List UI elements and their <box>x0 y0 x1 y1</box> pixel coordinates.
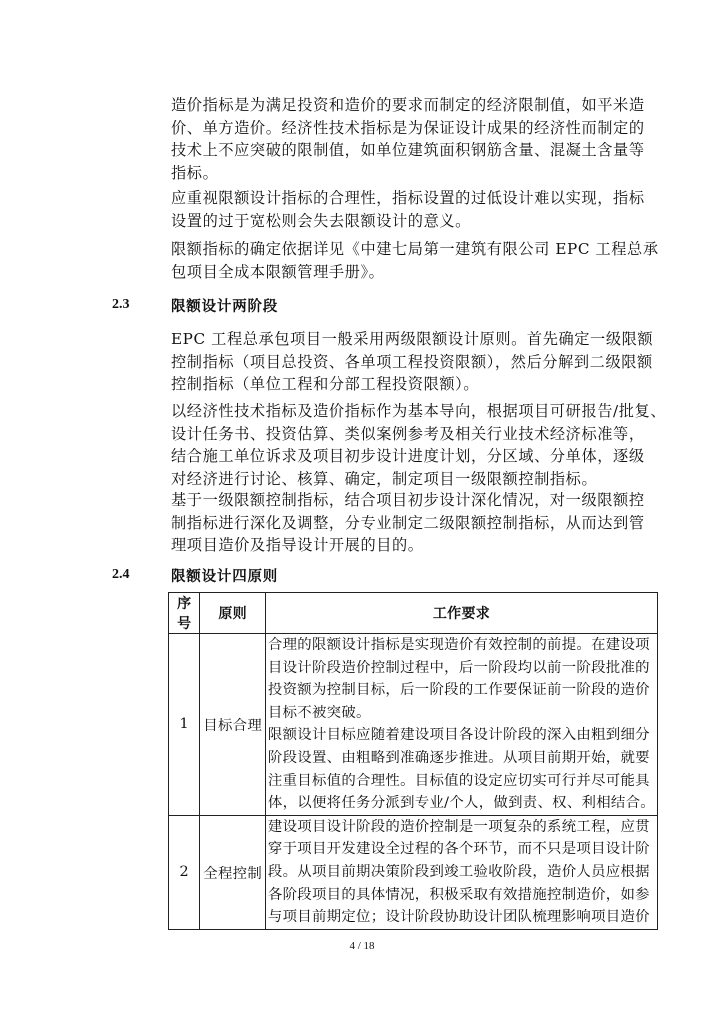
text-line: 设计任务书、投资估算、类似案例参考及相关行业技术经济标准等， <box>171 424 645 443</box>
intro-paragraph-2 <box>171 187 645 232</box>
text-line: 与项目前期定位；设计阶段协助设计团队梳理影响项目造价 <box>267 909 650 926</box>
row-principle: 全程控制 <box>200 815 265 929</box>
text-line: 建设项目设计阶段的造价控制是一项复杂的系统工程，应贯 <box>267 818 650 835</box>
text-line: 制指标进行深化及调整，分专业制定二级限额控制指标，从而达到管 <box>171 513 645 532</box>
text-line: 段。从项目前期决策阶段到竣工验收阶段，造价人员应根据 <box>267 863 650 880</box>
principles-table <box>168 592 658 930</box>
text-line: 造价指标是为满足投资和造价的要求而制定的经济限制值，如平米造 <box>171 96 645 114</box>
header-principle: 原则 <box>200 593 265 634</box>
text-line: 合理的限额设计指标是实现造价有效控制的前提。在建设项 <box>267 637 650 653</box>
section-title: 限额设计两阶段 <box>171 299 279 315</box>
text-line: 阶段设置、由粗略到准确逐步推进。从项目前期开始，就要 <box>267 749 650 766</box>
text-line: 限额指标的确定依据详见《中建七局第一建筑有限公司 EPC 工程总承 <box>171 240 659 258</box>
row-number: 1 <box>169 634 200 816</box>
text-line: 投资额为控制目标，后一阶段的工作要保证前一阶段的造价 <box>267 682 650 699</box>
page-number: 4 / 18 <box>349 940 375 952</box>
table-header-row <box>169 593 658 634</box>
section-number: 2.4 <box>112 567 130 582</box>
intro-paragraph-3 <box>171 238 659 283</box>
text-line: 技术上不应突破的限制值，如单位建筑面积钢筋含量、混凝土含量等 <box>171 141 645 159</box>
header-requirement: 工作要求 <box>265 593 657 634</box>
text-line: 目标不被突破。 <box>267 704 371 721</box>
row-requirement <box>265 634 657 816</box>
text-line: 体，以便将任务分派到专业/个人，做到责、权、利相结合。 <box>267 795 655 812</box>
text-line: 价、单方造价。经济性技术指标是为保证设计成果的经济性而制定的 <box>171 118 645 137</box>
text-line: 目设计阶段造价控制过程中，后一阶段均以前一阶段批准的 <box>267 659 650 676</box>
table-row <box>169 634 658 816</box>
text-line: 设置的过于宽松则会失去限额设计的意义。 <box>171 211 471 230</box>
text-line: 控制指标（单位工程和分部工程投资限额）。 <box>171 375 480 393</box>
text-line: 控制指标（项目总投资、各单项工程投资限额），然后分解到二级限额 <box>171 352 653 371</box>
section-number: 2.3 <box>112 297 130 312</box>
text-line: 包项目全成本限额管理手册》。 <box>171 262 385 281</box>
row-requirement <box>265 815 657 929</box>
text-line: EPC 工程总承包项目一般采用两级限额设计原则。首先确定一级限额 <box>171 330 654 348</box>
text-line: 对经济进行讨论、核算、确定，制定项目一级限额控制指标。 <box>171 469 598 488</box>
header-no: 序号 <box>169 593 200 634</box>
row-number: 2 <box>169 815 200 929</box>
intro-paragraph-1 <box>171 94 645 184</box>
text-line: 以经济性技术指标及造价指标作为基本导向，根据项目可研报告/批复、 <box>171 402 667 420</box>
text-line: 理项目造价及指导设计开展的目的。 <box>171 536 424 554</box>
text-line: 各阶段项目的具体情况，积极采取有效措施控制造价，如参 <box>267 886 650 903</box>
text-line: 结合施工单位诉求及项目初步设计进度计划，分区域、分单体，逐级 <box>171 447 645 465</box>
text-line: 穿于项目开发建设全过程的各个环节，而不只是项目设计阶 <box>267 841 650 858</box>
section-title: 限额设计四原则 <box>171 569 279 585</box>
text-line: 应重视限额设计指标的合理性，指标设置的过低设计难以实现，指标 <box>171 189 645 207</box>
section-2-3-paragraph-1 <box>171 328 654 396</box>
row-principle: 目标合理 <box>200 634 265 816</box>
text-line: 指标。 <box>171 163 219 182</box>
table-row <box>169 815 658 929</box>
text-line: 注重目标值的合理性。目标值的设定应切实可行并尽可能具 <box>267 772 650 789</box>
text-line: 基于一级限额控制指标，结合项目初步设计深化情况，对一级限额控 <box>171 491 645 509</box>
text-line: 限额设计目标应随着建设项目各设计阶段的深入由粗到细分 <box>267 727 650 744</box>
section-2-3-paragraph-2 <box>171 400 667 490</box>
section-2-3-paragraph-3 <box>171 489 645 557</box>
